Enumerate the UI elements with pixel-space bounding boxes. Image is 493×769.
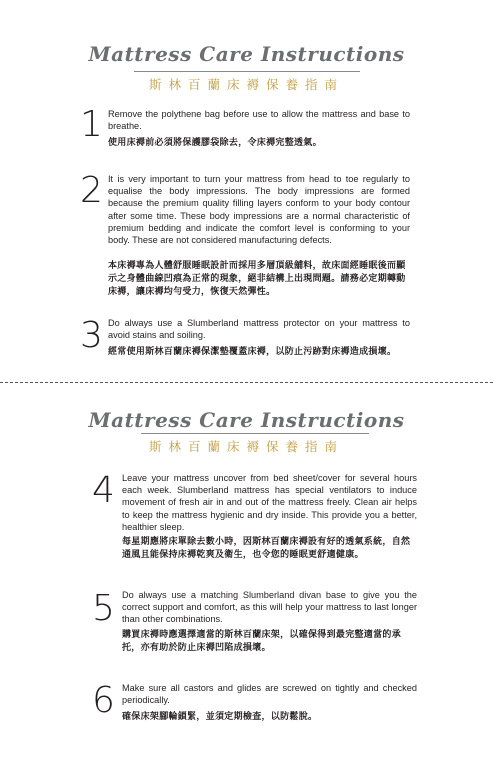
title-rule-bottom (141, 433, 369, 434)
step-1-english: Remove the polythene bag before use to allow the mattress and base to breathe. (108, 109, 410, 132)
step-6-chinese: 確保床架腳輪鎖緊，並須定期檢查，以防鬆脫。 (122, 711, 318, 721)
section-title-bottom: Mattress Care Instructions (88, 408, 405, 432)
step-6-english: Make sure all castors and glides are screwed on tightly and checked periodically. (122, 683, 417, 706)
step-number-1: 1 (80, 104, 103, 145)
step-4-chinese: 每星期應將床單除去數小時，因斯林百蘭床褥設有好的透氣系統，自然通風且能保持床褥乾爽及衛生，也令您的睡眠更舒適健康。 (122, 536, 411, 559)
step-2-chinese: 本床褥專為人體舒服睡眠設計而採用多層頂級舖料，故床面經睡眠後而顯示之身體曲線凹痕為正常的現象，絕非結構上出現問題。請務必定期轉動床褥，讓床褥均勻受力，恢復天然彈性。 (108, 260, 406, 296)
step-1-chinese: 使用床褥前必須將保護膠袋除去，令床褥完整透氣。 (108, 137, 322, 147)
step-number-5: 5 (92, 588, 115, 629)
step-2-english: It is very important to turn your mattress from head to toe regularly to equalise the body impressions. The body impressions are formed because the premium quality filling layers conform to your body contour after some time. These body impressions are a normal characteristic of premium bedding and indicate the comfort level is conforming to your body. These are not considered manufacturing defects. (108, 174, 410, 246)
step-3-chinese: 經常使用斯林百蘭床褥保潔墊覆蓋床褥，以防止污跡對床褥造成損壞。 (108, 346, 397, 356)
step-3-english: Do always use a Slumberland mattress protector on your mattress to avoid stains and soiling. (108, 318, 410, 341)
step-5-chinese: 購買床褥時應選擇適當的斯林百蘭床架，以確保得到最完整適當的承托，亦有助於防止床褥凹陷成損壞。 (122, 629, 402, 652)
step-number-3: 3 (80, 315, 103, 356)
cut-line (0, 382, 493, 383)
step-number-4: 4 (92, 470, 115, 511)
step-number-6: 6 (92, 680, 115, 721)
section-title-top: Mattress Care Instructions (88, 42, 405, 66)
step-number-2: 2 (80, 170, 103, 211)
step-5-english: Do always use a matching Slumberland divan base to give you the correct support and comfort, as this will help your mattress to last longer than other combinations. (122, 590, 417, 625)
section-subtitle-top: 斯林百蘭床褥保養指南 (148, 77, 344, 92)
step-4-english: Leave your mattress uncover from bed sheet/cover for several hours each week. Slumberland mattress has special ventilators to induce movement of fresh air in and out of the mattress freely. Clean air helps to keep the mattress hygienic and dry inside. This provide you a better, healthier sleep. (122, 473, 417, 532)
title-rule-top (134, 71, 360, 72)
section-subtitle-bottom: 斯林百蘭床褥保養指南 (148, 439, 344, 454)
